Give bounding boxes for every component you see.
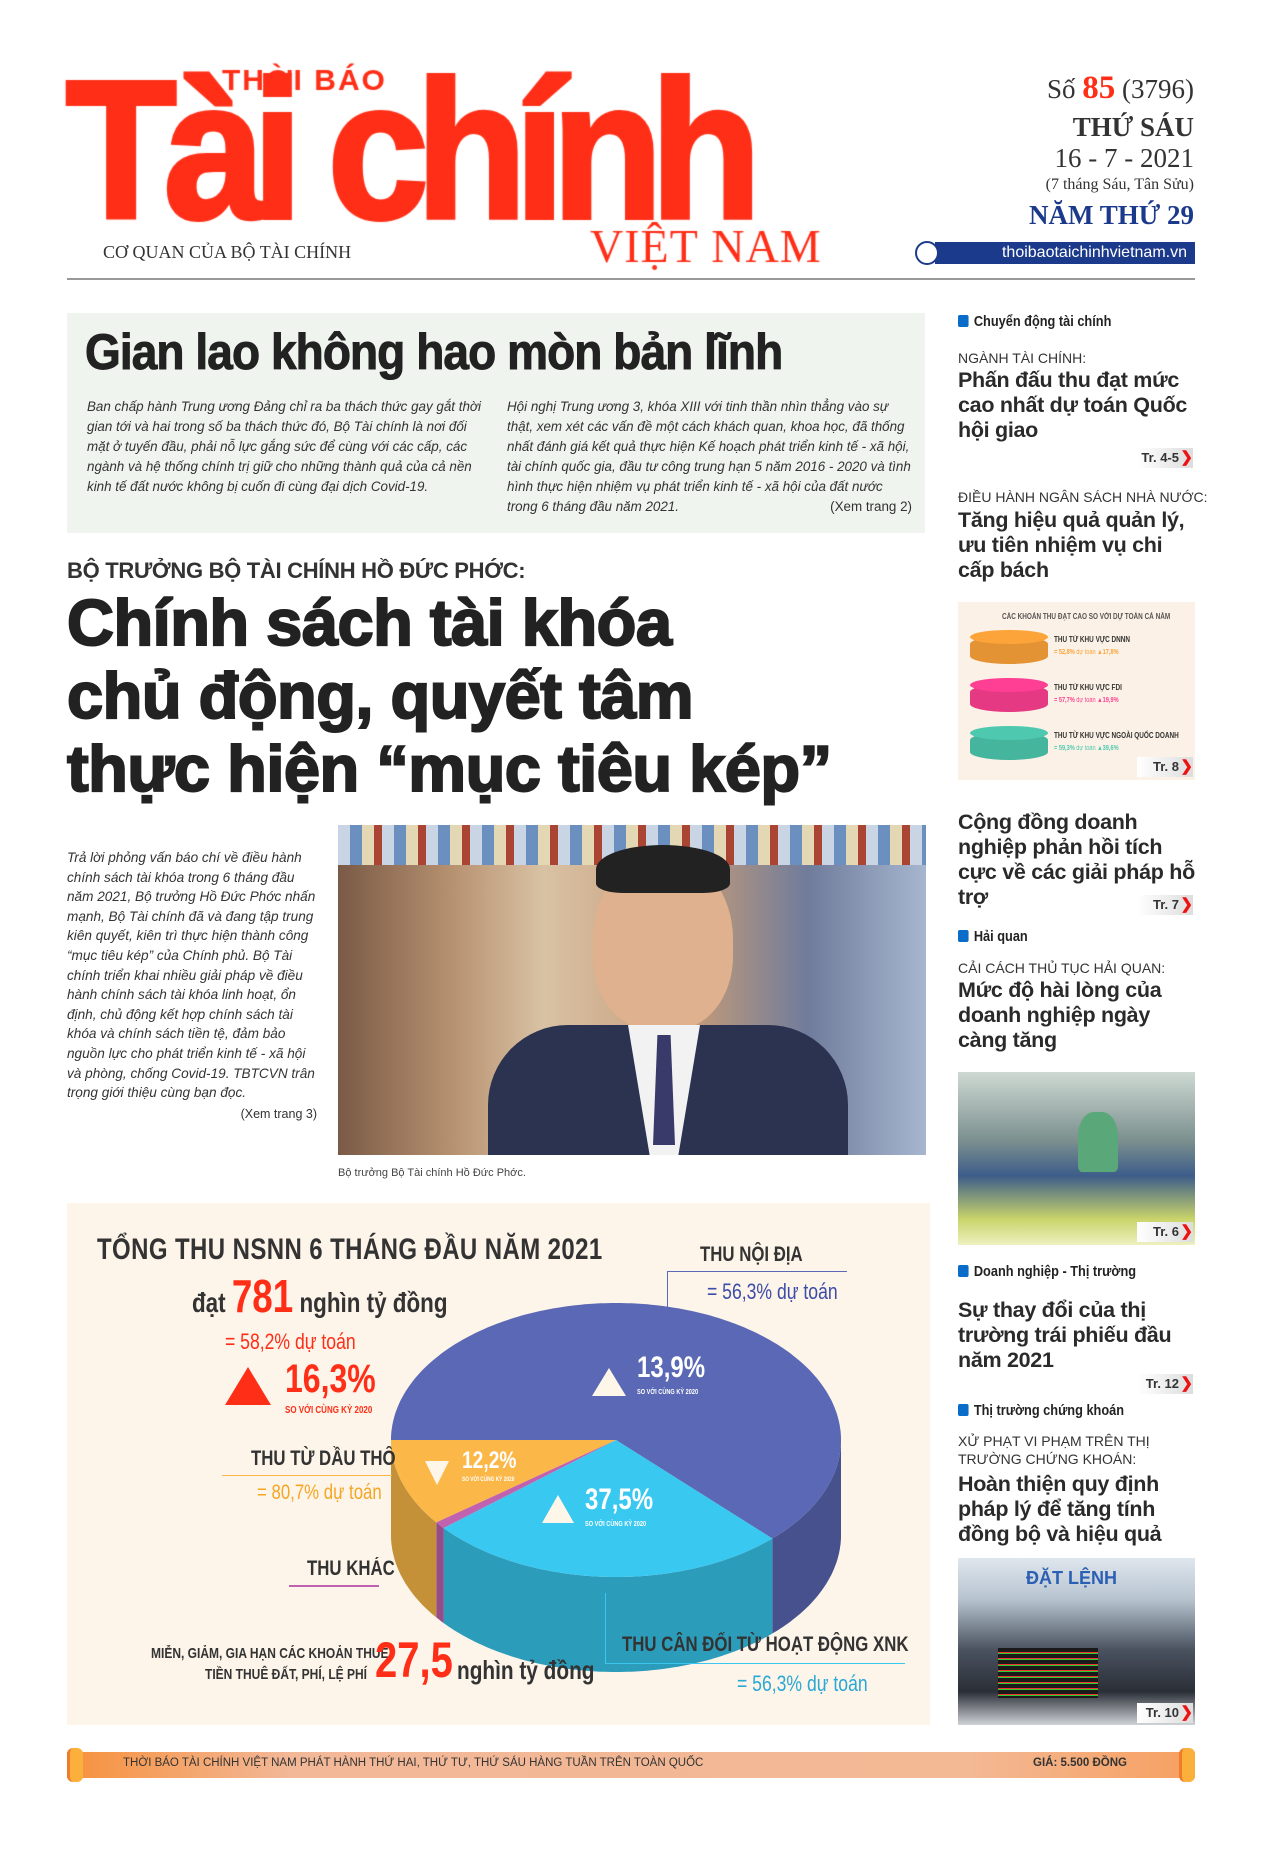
s6-kicker: XỬ PHẠT VI PHẠM TRÊN THỊ TRƯỜNG CHỨNG KHOÁN: bbox=[958, 1433, 1150, 1467]
label-thu-noi-dia: THU NỘI ĐỊA bbox=[700, 1243, 803, 1266]
mini-chart-values bbox=[1054, 745, 1119, 752]
main-see-page[interactable]: (Xem trang 3) bbox=[240, 1106, 317, 1121]
minister-photo bbox=[338, 825, 926, 1155]
footer-cap-left bbox=[67, 1748, 83, 1782]
issue-date: 16 - 7 - 2021 bbox=[1054, 143, 1194, 173]
up-arrow-icon bbox=[592, 1368, 626, 1396]
issue-prefix: Số bbox=[1046, 74, 1076, 104]
factory-photo bbox=[958, 1072, 1195, 1245]
issue-number-value: 85 bbox=[1082, 70, 1116, 106]
growth-value: 16,3% bbox=[285, 1357, 376, 1401]
s1-headline[interactable]: Phấn đấu thu đạt mức cao nhất dự toán Quốc hội giao bbox=[958, 368, 1188, 442]
s1-page-link[interactable]: Tr. 4-5 ❯ bbox=[1137, 448, 1193, 468]
change-dau-tho: 12,2% bbox=[462, 1447, 517, 1474]
reach-unit: nghìn tỷ đồng bbox=[299, 1287, 448, 1318]
website-link[interactable] bbox=[915, 240, 1195, 264]
issue-lunar: (7 tháng Sáu, Tân Sửu) bbox=[1045, 176, 1194, 193]
leader-line bbox=[289, 1585, 379, 1587]
s3-headline[interactable]: Cộng đồng doanh nghiệp phản hồi tích cực về các giải pháp hỗ trợ bbox=[958, 810, 1195, 909]
issue-year: NĂM THỨ 29 bbox=[1029, 200, 1194, 230]
pct-xnk: = 56,3% dự toán bbox=[737, 1671, 868, 1696]
s4-page-link[interactable]: Tr. 6 ❯ bbox=[1137, 1222, 1193, 1242]
relief-unit: nghìn tỷ đồng bbox=[457, 1655, 595, 1685]
reach-line bbox=[192, 1269, 448, 1323]
cylinder-top bbox=[970, 726, 1048, 740]
main-intro: Trả lời phỏng vấn báo chí về điều hành chính sách tài khóa trong 6 tháng đầu năm 2021, Bộ trưởng Hồ Đức Phớc nhấn mạnh, Bộ Tài chính đã và đang tập trung kiên quyết, kiên trì thực hiện thành công “mục tiêu kép” của Chính phủ. Bộ Tài chính triển khai nhiều giải pháp về điều hành chính sách tài khóa linh hoạt, ổn định, chủ động kết hợp chính sách tài khóa và chính sách tiền tệ, đảm bảo nguồn lực cho phát triển kinh tế - xã hội và phòng, chống Covid-19. TBTCVN trân trọng giới thiệu cùng bạn đọc. bbox=[67, 850, 316, 1101]
leader-line bbox=[667, 1271, 847, 1272]
issue-total: (3796) bbox=[1122, 74, 1194, 104]
revenue-infographic bbox=[67, 1203, 930, 1725]
cylinder-top bbox=[970, 678, 1048, 692]
pct-dau-tho: = 80,7% dự toán bbox=[257, 1481, 382, 1504]
s5-page-link[interactable]: Tr. 12 ❯ bbox=[1137, 1374, 1193, 1394]
chart-page-link[interactable]: Tr. 8 ❯ bbox=[1137, 757, 1193, 777]
globe-icon bbox=[915, 241, 939, 265]
mini-chart-title: CÁC KHOẢN THU ĐẠT CAO SO VỚI DỰ TOÁN CẢ NĂM bbox=[1002, 612, 1171, 621]
stock-photo-sign: ĐẶT LỆNH bbox=[1026, 1568, 1117, 1588]
s6-page-link[interactable]: Tr. 10 ❯ bbox=[1137, 1703, 1193, 1723]
mini-chart-values bbox=[1054, 649, 1119, 656]
pie-side-2 bbox=[436, 1522, 443, 1623]
masthead-divider bbox=[67, 278, 1195, 280]
growth-note: SO VỚI CÙNG KỲ 2020 bbox=[285, 1405, 373, 1416]
growth-up-arrow-icon bbox=[225, 1367, 271, 1405]
s4-headline[interactable]: Mức độ hài lòng của doanh nghiệp ngày càng tăng bbox=[958, 978, 1162, 1052]
reach-pre: đạt bbox=[192, 1287, 226, 1318]
relief-value: 27,5 bbox=[375, 1632, 453, 1688]
lead-article[interactable] bbox=[67, 313, 925, 533]
down-arrow-icon bbox=[425, 1461, 449, 1485]
label-thu-khac: THU KHÁC bbox=[307, 1557, 395, 1580]
mini-change: ▲19,9% bbox=[1097, 697, 1119, 704]
photo-caption: Bộ trưởng Bộ Tài chính Hồ Đức Phớc. bbox=[338, 1167, 526, 1179]
footer-bar bbox=[67, 1752, 1195, 1778]
change-xnk: 37,5% bbox=[585, 1483, 654, 1516]
label-xnk: THU CÂN ĐỐI TỪ HOẠT ĐỘNG XNK bbox=[622, 1633, 909, 1656]
section-thi-truong-chung-khoan[interactable]: Thị trường chứng khoán bbox=[958, 1403, 1124, 1419]
up-arrow-icon bbox=[542, 1495, 574, 1523]
mini-chart-label: THU TỪ KHU VỰC FDI bbox=[1054, 683, 1122, 692]
relief-line2: TIỀN THUÊ ĐẤT, PHÍ, LỆ PHÍ bbox=[204, 1666, 367, 1683]
mini-unit: dự toán bbox=[1076, 697, 1098, 704]
s2-kicker: ĐIỀU HÀNH NGÂN SÁCH NHÀ NƯỚC: bbox=[958, 489, 1208, 505]
reach-pct: = 58,2% dự toán bbox=[225, 1329, 356, 1354]
relief-text bbox=[151, 1645, 392, 1683]
s5-headline[interactable]: Sự thay đổi của thị trường trái phiếu đầu năm 2021 bbox=[958, 1298, 1172, 1372]
section-chuyen-dong-tai-chinh[interactable]: Chuyển động tài chính bbox=[958, 314, 1111, 330]
main-headline-line2[interactable]: chủ động, quyết tâm bbox=[67, 659, 694, 732]
note-thu-noi-dia: SO VỚI CÙNG KỲ 2020 bbox=[637, 1389, 699, 1396]
reach-value: 781 bbox=[231, 1270, 294, 1322]
section-doanh-nghiep-thi-truong[interactable]: Doanh nghiệp - Thị trường bbox=[958, 1264, 1136, 1280]
issue-weekday: THỨ SÁU bbox=[1072, 112, 1194, 142]
s2-headline[interactable]: Tăng hiệu quả quản lý, ưu tiên nhiệm vụ chi cấp bách bbox=[958, 508, 1185, 582]
cylinder-top bbox=[970, 630, 1048, 644]
note-dau-tho: SO VỚI CÙNG KỲ 2020 bbox=[462, 1477, 515, 1483]
pct-thu-noi-dia: = 56,3% dự toán bbox=[707, 1279, 838, 1304]
relief-line1: MIỄN, GIẢM, GIA HẠN CÁC KHOẢN THUẾ, bbox=[151, 1645, 392, 1662]
revenue-mini-chart bbox=[958, 602, 1195, 780]
section-hai-quan[interactable]: Hải quan bbox=[958, 929, 1028, 945]
mini-change: ▲17,8% bbox=[1097, 649, 1119, 656]
footer-cap-right bbox=[1179, 1748, 1195, 1782]
lead-col2-wrap bbox=[507, 397, 912, 517]
s3-page-link[interactable]: Tr. 7 ❯ bbox=[1137, 895, 1193, 915]
website-url[interactable]: thoibaotaichinhvietnam.vn bbox=[935, 242, 1195, 264]
mini-unit: dự toán bbox=[1076, 745, 1098, 752]
footer-text: THỜI BÁO TÀI CHÍNH VIỆT NAM PHÁT HÀNH THỨ HAI, THỨ TƯ, THỨ SÁU HÀNG TUẦN TRÊN TOÀN QUỐC bbox=[123, 1757, 704, 1769]
mini-chart-values bbox=[1054, 697, 1119, 704]
mini-unit: dự toán bbox=[1076, 649, 1098, 656]
main-headline-line1[interactable]: Chính sách tài khóa bbox=[67, 586, 672, 659]
mini-pct: = 59,3% bbox=[1054, 745, 1077, 752]
masthead-subtitle: CƠ QUAN CỦA BỘ TÀI CHÍNH bbox=[103, 242, 352, 262]
note-xnk: SO VỚI CÙNG KỲ 2020 bbox=[585, 1521, 647, 1528]
stock-trading-photo bbox=[958, 1558, 1195, 1725]
lead-col2: Hội nghị Trung ương 3, khóa XIII với tinh thần nhìn thẳng vào sự thật, xem xét các vấn đề một cách khách quan, khoa học, đã thống nhất đánh giá kết quả thực hiện Kế hoạch phát triển kinh tế - xã hội, tài chính quốc gia, đầu tư công trung hạn 5 năm 2016 - 2020 và tình hình thực hiện nhiệm vụ phát triển kinh tế - xã hội của đất nước trong 6 tháng đầu năm 2021. bbox=[507, 399, 911, 514]
mini-chart-label: THU TỪ KHU VỰC DNNN bbox=[1054, 635, 1131, 644]
s1-kicker: NGÀNH TÀI CHÍNH: bbox=[958, 350, 1087, 366]
s6-headline[interactable]: Hoàn thiện quy định pháp lý để tăng tính đồng bộ và hiệu quả bbox=[958, 1472, 1162, 1546]
lead-see-page[interactable]: (Xem trang 2) bbox=[830, 499, 912, 514]
lead-col1: Ban chấp hành Trung ương Đảng chỉ ra ba thách thức gay gắt thời gian tới và hai trong số ba thách thức đó, Bộ Tài chính là nơi đối mặt ở tuyến đầu, phải nỗ lực gắng sức để cùng với các cấp, các ngành và hệ thống chính trị giữ cho những thành quả của cả nền kinh tế đất nước không bị cuốn đi cùng đại dịch Covid-19. bbox=[87, 399, 481, 494]
mini-chart-label: THU TỪ KHU VỰC NGOÀI QUỐC DOANH bbox=[1054, 731, 1179, 740]
mini-change: ▲39,6% bbox=[1097, 745, 1119, 752]
leader-line bbox=[222, 1475, 392, 1476]
leader-line bbox=[605, 1593, 606, 1663]
leader-line bbox=[667, 1271, 668, 1321]
leader-line bbox=[605, 1663, 905, 1664]
main-headline-line3[interactable]: thực hiện “mục tiêu kép” bbox=[67, 732, 832, 805]
issue-number bbox=[1047, 70, 1194, 107]
infographic-title: TỔNG THU NSNN 6 THÁNG ĐẦU NĂM 2021 bbox=[97, 1233, 603, 1266]
footer-price: GIÁ: 5.500 ĐỒNG bbox=[1033, 1757, 1127, 1769]
label-dau-tho: THU TỪ DẦU THÔ bbox=[251, 1447, 396, 1470]
lead-title[interactable]: Gian lao không hao mòn bản lĩnh bbox=[85, 324, 783, 380]
main-intro-block bbox=[67, 848, 317, 1123]
main-kicker: BỘ TRƯỞNG BỘ TÀI CHÍNH HỒ ĐỨC PHỚC: bbox=[67, 558, 526, 583]
change-thu-noi-dia: 13,9% bbox=[637, 1351, 706, 1384]
mini-pct: = 57,7% bbox=[1054, 697, 1077, 704]
mini-pct: = 52,8% bbox=[1054, 649, 1077, 656]
s4-kicker: CẢI CÁCH THỦ TỤC HẢI QUAN: bbox=[958, 960, 1166, 976]
